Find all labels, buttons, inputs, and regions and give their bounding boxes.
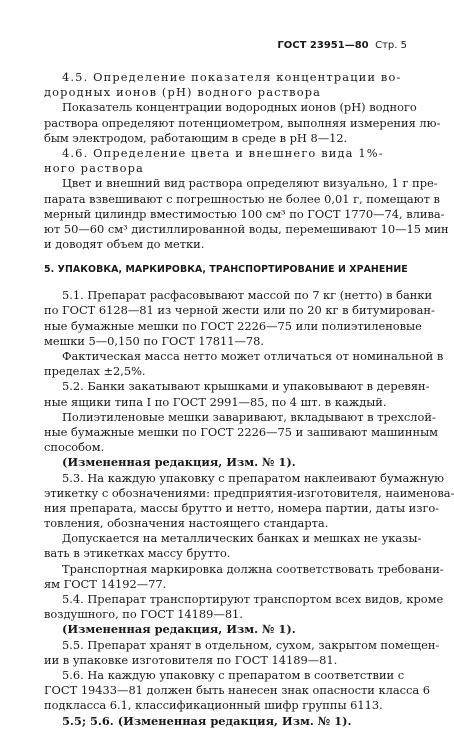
paragraph-line: ные бумажные мешки по ГОСТ 2226—75 или полиэтиленовые <box>44 318 422 333</box>
paragraph-line: и доводят объем до метки. <box>44 237 205 252</box>
paragraph-line: 5.6. На каждую упаковку с препаратом в соответствии с <box>62 667 405 682</box>
paragraph-line: ния препарата, массы брутто и нетто, номера партии, даты изго- <box>44 500 440 515</box>
paragraph-line: 5.2. Банки закатывают крышками и упаковывают в деревян- <box>62 379 430 394</box>
paragraph-line: ные бумажные мешки по ГОСТ 2226—75 и зашивают машинным <box>44 424 439 439</box>
paragraph-line: вать в этикетках массу брутто. <box>44 546 231 561</box>
paragraph-line: ные ящики типа I по ГОСТ 2991—85, по 4 шт. в каждый. <box>44 394 387 409</box>
paragraph-line: Показатель концентрации водородных ионов (рН) водного <box>62 100 417 115</box>
paragraph-line: 5.4. Препарат транспортируют транспортом всех видов, кроме <box>62 592 444 606</box>
document-body <box>44 70 454 729</box>
paragraph-line: товления, обозначения настоящего стандарта. <box>44 516 329 531</box>
section-title: 5. УПАКОВКА, МАРКИРОВКА, ТРАНСПОРТИРОВАНИЕ И ХРАНЕНИЕ <box>44 264 408 276</box>
paragraph-line: бым электродом, работающим в среде в рН 8—12. <box>44 130 348 145</box>
paragraph-line: ют 50—60 см³ дистиллированной воды, перемешивают 10—15 мин <box>44 221 449 236</box>
paragraph-line: Цвет и внешний вид раствора определяют визуально, 1 г пре- <box>62 176 438 191</box>
paragraph-line: мешки 5—0,150 по ГОСТ 17811—78. <box>44 333 265 348</box>
paragraph-line: этикетку с обозначениями: предприятия-изготовителя, наименова- <box>44 485 454 500</box>
paragraph-line: парата взвешивают с погрешностью не более 0,01 г, помещают в <box>44 191 440 206</box>
paragraph-line: подкласса 6.1, классификационный шифр группы 6113. <box>44 698 383 713</box>
paragraph-line: Транспортная маркировка должна соответствовать требовани- <box>62 561 444 576</box>
paragraph-line: 5.1. Препарат расфасовывают массой по 7 кг (нетто) в банки <box>62 288 433 303</box>
paragraph-line: мерный цилиндр вместимостью 100 см³ по ГОСТ 1770—74, влива- <box>44 206 445 221</box>
paragraph-line: Полиэтиленовые мешки заваривают, вкладывают в трехслой- <box>62 409 436 424</box>
standard-number: ГОСТ 23951—80 <box>277 40 369 51</box>
amendment-note: (Измененная редакция, Изм. № 1). <box>62 622 296 637</box>
paragraph-line: способом. <box>44 440 105 455</box>
paragraph-line: ГОСТ 19433—81 должен быть нанесен знак опасности класса 6 <box>44 683 431 698</box>
amendment-note: 5.5; 5.6. (Измененная редакция, Изм. № 1). <box>62 713 352 728</box>
subsection-heading: 4.6. Определение цвета и внешнего вида 1%- <box>62 145 384 160</box>
page-number: Стр. 5 <box>375 40 407 51</box>
paragraph-line: Допускается на металлических банках и мешках не указы- <box>62 531 422 546</box>
paragraph-line: по ГОСТ 6128—81 из черной жести или по 20 кг в битумирован- <box>44 303 435 318</box>
paragraph-line: ии в упаковке изготовителя по ГОСТ 14189—81. <box>44 652 338 667</box>
subsection-heading: дородных ионов (рН) водного раствора <box>44 85 322 100</box>
page-header <box>277 40 407 51</box>
subsection-heading: 4.5. Определение показателя концентрации во- <box>62 70 402 84</box>
paragraph-line: ям ГОСТ 14192—77. <box>44 576 167 591</box>
paragraph-line: раствора определяют потенциометром, выполняя измерения лю- <box>44 115 441 130</box>
paragraph-line: Фактическая масса нетто может отличаться от номинальной в <box>62 349 444 363</box>
paragraph-line: пределах ±2,5%. <box>44 364 146 379</box>
paragraph-line: 5.5. Препарат хранят в отдельном, сухом, закрытом помещен- <box>62 637 440 652</box>
subsection-heading: ного раствора <box>44 161 144 176</box>
amendment-note: (Измененная редакция, Изм. № 1). <box>62 455 296 470</box>
paragraph-line: 5.3. На каждую упаковку с препаратом наклеивают бумажную <box>62 470 445 485</box>
paragraph-line: воздушного, по ГОСТ 14189—81. <box>44 607 243 622</box>
